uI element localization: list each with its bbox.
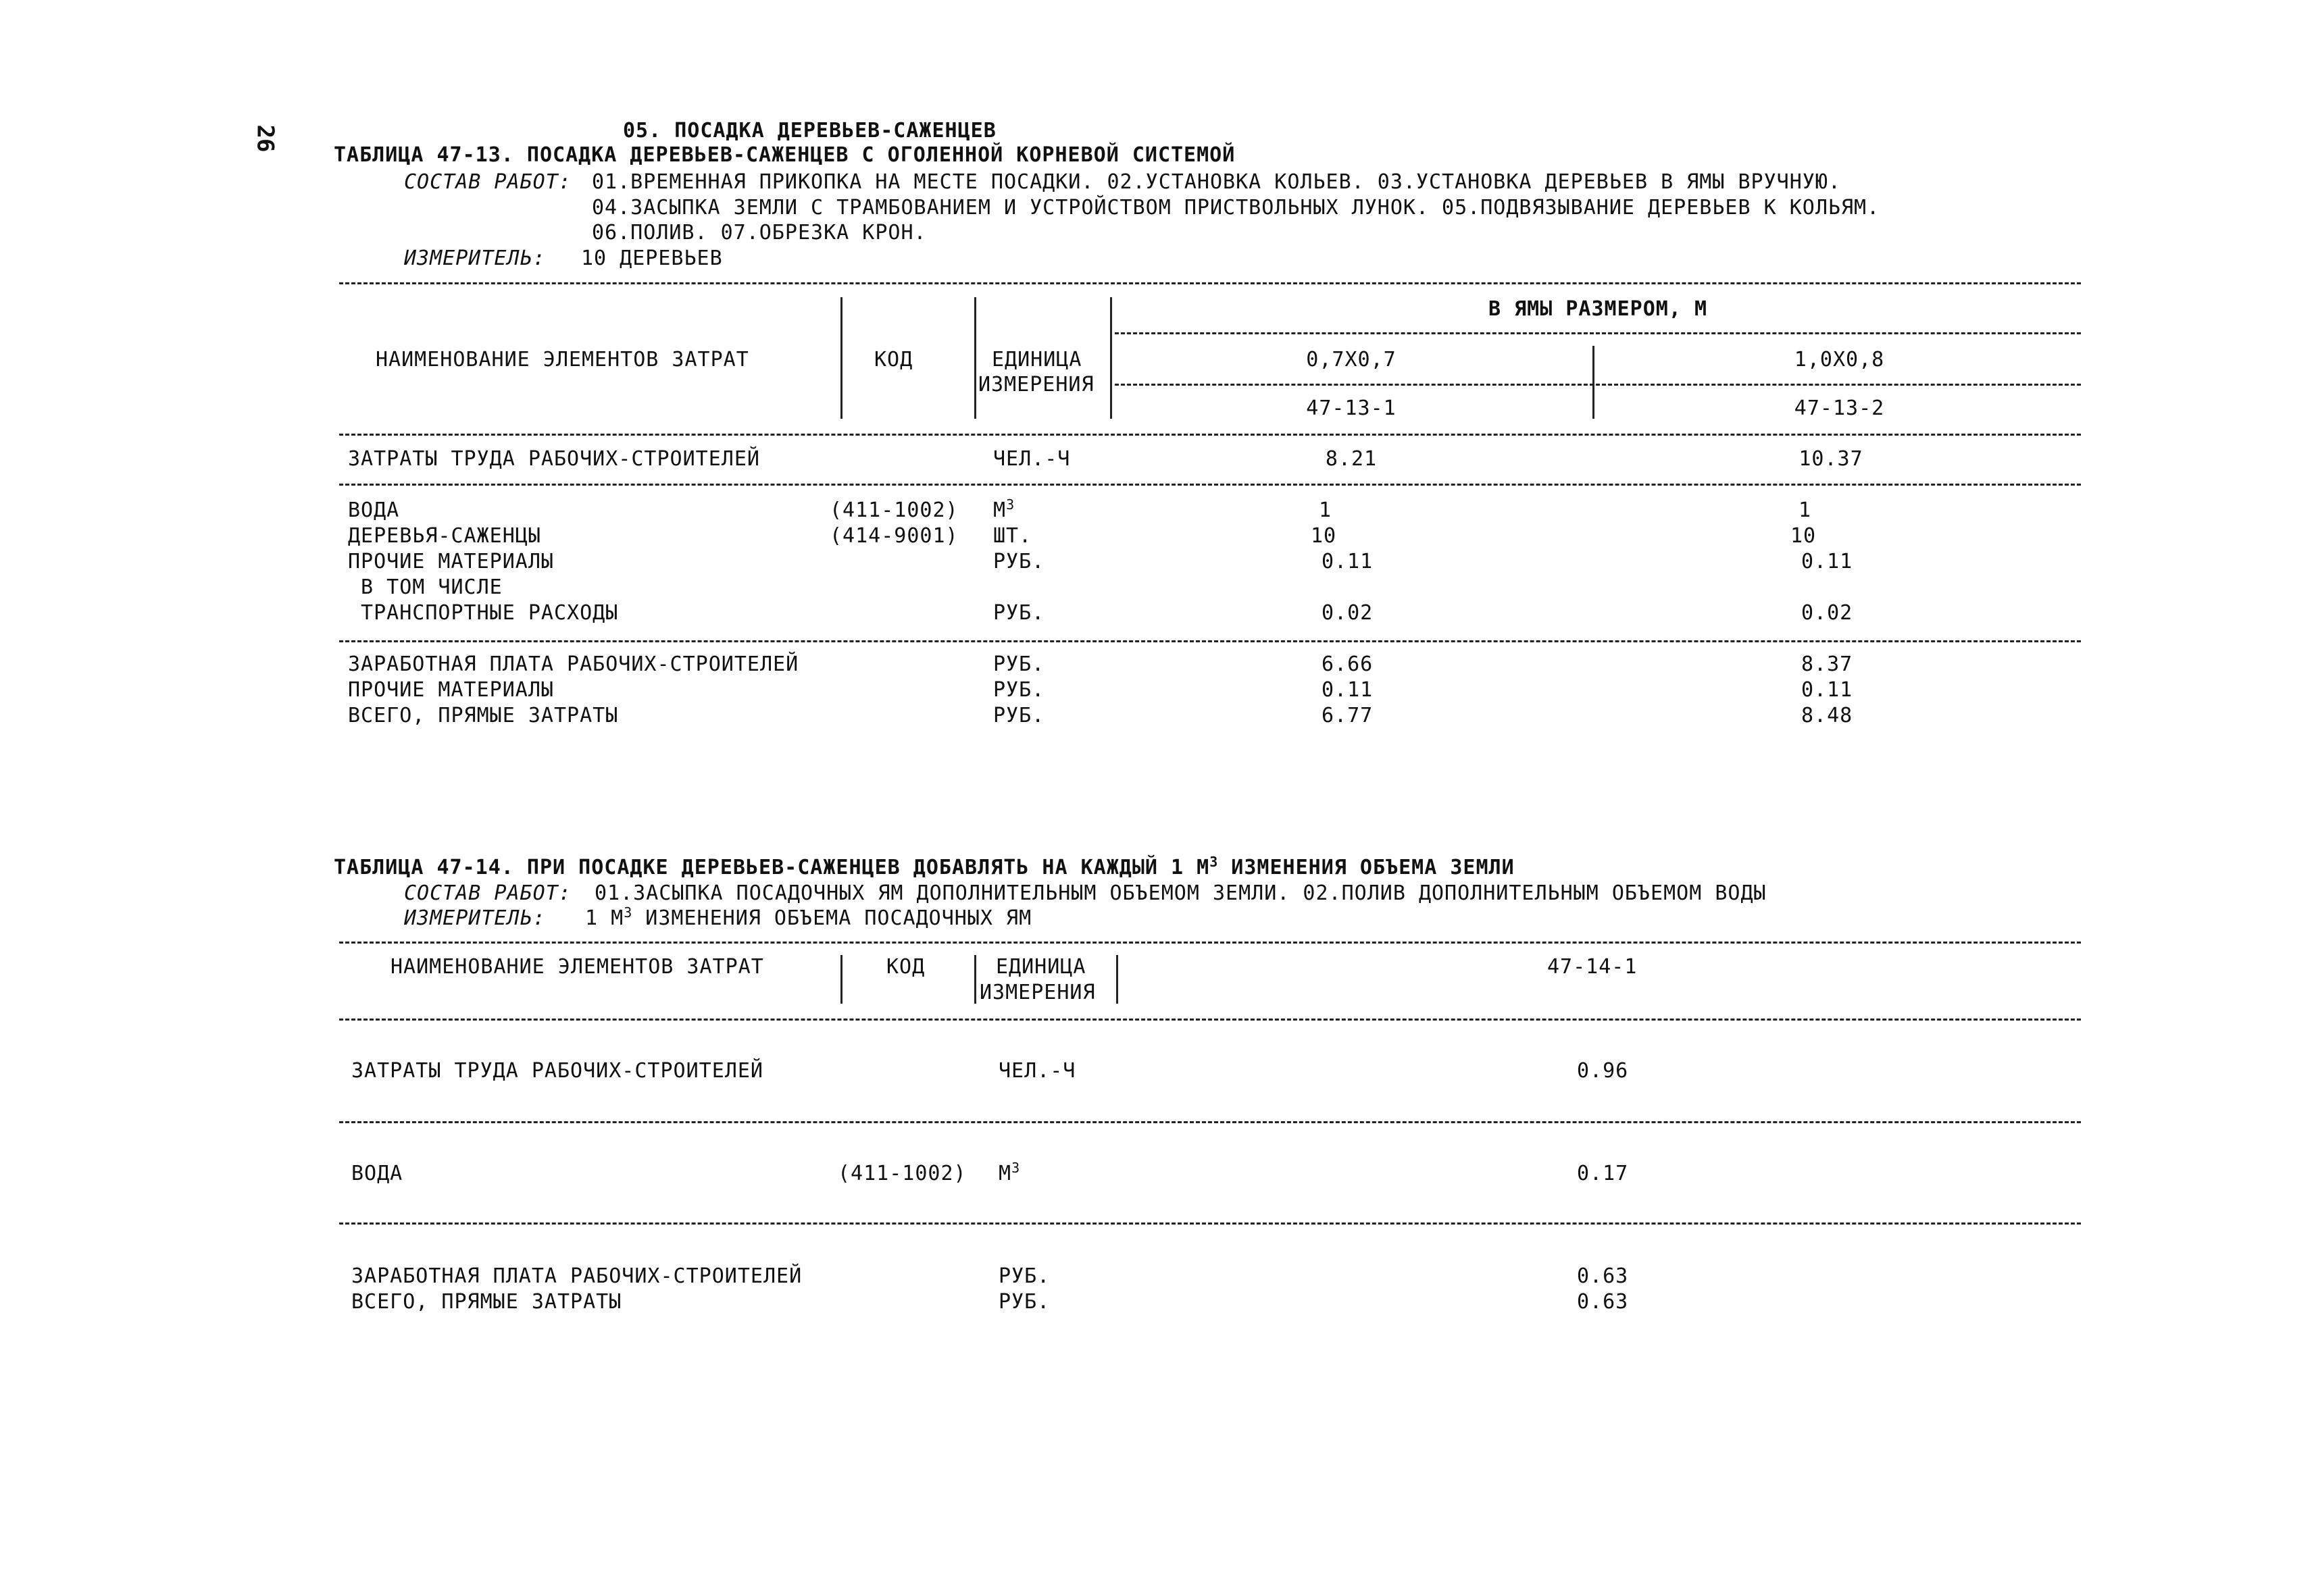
table1-measure-label: ИЗМЕРИТЕЛЬ: bbox=[404, 247, 546, 270]
table1-header-code-a: 47-13-1 bbox=[1306, 396, 1397, 420]
table2-row-1-code: (411-1002) bbox=[838, 1162, 967, 1185]
table1-row-1-name: ВОДА bbox=[348, 498, 400, 522]
table1-title: ТАБЛИЦА 47-13. ПОСАДКА ДЕРЕВЬЕВ-САЖЕНЦЕВ С ОГОЛЕННОЙ КОРНЕВОЙ СИСТЕМОЙ bbox=[334, 143, 1236, 167]
table1-row-3-name: ПРОЧИЕ МАТЕРИАЛЫ bbox=[348, 550, 554, 573]
table2-row-3-name: ВСЕГО, ПРЯМЫЕ ЗАТРАТЫ bbox=[351, 1290, 622, 1314]
table1-header-group: В ЯМЫ РАЗМЕРОМ, М bbox=[1488, 297, 1708, 321]
table1-row-5-b: 0.02 bbox=[1801, 601, 1853, 625]
table1-row-6-name: ЗАРАБОТНАЯ ПЛАТА РАБОЧИХ-СТРОИТЕЛЕЙ bbox=[348, 652, 799, 676]
table1-header-code-b: 47-13-2 bbox=[1794, 396, 1885, 420]
table2-row-0-name: ЗАТРАТЫ ТРУДА РАБОЧИХ-СТРОИТЕЛЕЙ bbox=[351, 1059, 763, 1083]
table1-header-code: КОД bbox=[874, 348, 913, 371]
table1-row-7-unit: РУБ. bbox=[993, 678, 1045, 702]
table2-header-unit-1: ЕДИНИЦА bbox=[996, 955, 1086, 979]
table1-row-3-unit: РУБ. bbox=[993, 550, 1045, 573]
table1-row-2-name: ДЕРЕВЬЯ-САЖЕНЦЫ bbox=[348, 524, 541, 548]
table1-measure-value: 10 ДЕРЕВЬЕВ bbox=[581, 247, 723, 270]
table2-row-1-name: ВОДА bbox=[351, 1162, 403, 1185]
table1-row-8-a: 6.77 bbox=[1322, 704, 1374, 727]
table1-header-rule-1 bbox=[1115, 332, 2081, 334]
table2-work-line: 01.ЗАСЫПКА ПОСАДОЧНЫХ ЯМ ДОПОЛНИТЕЛЬНЫМ ОБЪЕМОМ ЗЕМЛИ. 02.ПОЛИВ ДОПОЛНИТЕЛЬНЫМ ОБЪЕМОМ ВОДЫ bbox=[595, 881, 1767, 905]
table1-work-label: СОСТАВ РАБОТ: bbox=[404, 170, 572, 194]
table1-row-1-unit: $М^3$ bbox=[993, 496, 1015, 522]
table1-row-1-code: (411-1002) bbox=[830, 498, 959, 522]
page-number: 26 bbox=[251, 124, 279, 153]
table1-row-8-name: ВСЕГО, ПРЯМЫЕ ЗАТРАТЫ bbox=[348, 704, 619, 727]
section-title: 05. ПОСАДКА ДЕРЕВЬЕВ-САЖЕНЦЕВ bbox=[623, 119, 997, 143]
table1-col-sep-2 bbox=[974, 297, 976, 419]
table1-row-2-b: 10 bbox=[1790, 524, 1817, 548]
table1-row-4-name: В ТОМ ЧИСЛЕ bbox=[348, 575, 503, 599]
table1-row-0-a: 8.21 bbox=[1325, 447, 1378, 471]
table1-row-2-a: 10 bbox=[1311, 524, 1337, 548]
table1-row-0-name: ЗАТРАТЫ ТРУДА РАБОЧИХ-СТРОИТЕЛЕЙ bbox=[348, 447, 760, 471]
table2-row-3-unit: РУБ. bbox=[999, 1290, 1051, 1314]
table1-row-3-b: 0.11 bbox=[1801, 550, 1853, 573]
table2-row-2-value: 0.63 bbox=[1577, 1264, 1629, 1288]
table2-header-code: КОД bbox=[886, 955, 926, 979]
table1-row-3-a: 0.11 bbox=[1322, 550, 1374, 573]
table1-row-1-a: 1 bbox=[1319, 498, 1332, 522]
table1-row-6-unit: РУБ. bbox=[993, 652, 1045, 676]
table2-rule-3 bbox=[339, 1222, 2081, 1225]
table1-row-2-unit: ШТ. bbox=[993, 524, 1032, 548]
table2-header-bottom-rule bbox=[339, 1019, 2081, 1021]
table1-row-5-unit: РУБ. bbox=[993, 601, 1045, 625]
table2-rule-2 bbox=[339, 1121, 2081, 1123]
table1-col-sep-4 bbox=[1592, 346, 1594, 419]
table2-measure-value: 1 $М^3$ ИЗМЕНЕНИЯ ОБЪЕМА ПОСАДОЧНЫХ ЯМ bbox=[585, 904, 1032, 930]
table1-header-unit-1: ЕДИНИЦА bbox=[992, 348, 1082, 371]
table1-header-unit-2: ИЗМЕРЕНИЯ bbox=[978, 373, 1095, 396]
table1-row-1-b: 1 bbox=[1799, 498, 1812, 522]
table1-work-line-2: 04.ЗАСЫПКА ЗЕМЛИ С ТРАМБОВАНИЕМ И УСТРОЙСТВОМ ПРИСТВОЛЬНЫХ ЛУНОК. 05.ПОДВЯЗЫВАНИЕ ДЕРЕВЬЕВ К КОЛЬЯМ. bbox=[592, 196, 1880, 220]
table1-row-6-a: 6.66 bbox=[1322, 652, 1374, 676]
table1-rule-3 bbox=[339, 640, 2081, 642]
table1-row-5-name: ТРАНСПОРТНЫЕ РАСХОДЫ bbox=[348, 601, 619, 625]
table2-header-col: 47-14-1 bbox=[1547, 955, 1638, 979]
table1-rule-2 bbox=[339, 484, 2081, 486]
table1-header-name: НАИМЕНОВАНИЕ ЭЛЕМЕНТОВ ЗАТРАТ bbox=[376, 348, 749, 371]
table1-col-sep-1 bbox=[840, 297, 842, 419]
table1-header-size-a: 0,7X0,7 bbox=[1306, 348, 1397, 371]
table2-row-3-value: 0.63 bbox=[1577, 1290, 1629, 1314]
table2-header-name: НАИМЕНОВАНИЕ ЭЛЕМЕНТОВ ЗАТРАТ bbox=[391, 955, 764, 979]
table2-col-sep-2 bbox=[974, 955, 976, 1004]
table1-row-8-unit: РУБ. bbox=[993, 704, 1045, 727]
table2-row-2-name: ЗАРАБОТНАЯ ПЛАТА РАБОЧИХ-СТРОИТЕЛЕЙ bbox=[351, 1264, 803, 1288]
table1-col-sep-3 bbox=[1110, 297, 1112, 419]
table1-row-7-b: 0.11 bbox=[1801, 678, 1853, 702]
table1-row-6-b: 8.37 bbox=[1801, 652, 1853, 676]
table1-work-line-1: 01.ВРЕМЕННАЯ ПРИКОПКА НА МЕСТЕ ПОСАДКИ. 02.УСТАНОВКА КОЛЬЕВ. 03.УСТАНОВКА ДЕРЕВЬЕВ В ЯМЫ ВРУЧНУЮ. bbox=[592, 170, 1841, 194]
table2-col-sep-1 bbox=[840, 955, 842, 1004]
table1-header-bottom-rule bbox=[339, 434, 2081, 436]
table1-row-8-b: 8.48 bbox=[1801, 704, 1853, 727]
table1-work-line-3: 06.ПОЛИВ. 07.ОБРЕЗКА КРОН. bbox=[592, 221, 927, 244]
table1-row-5-a: 0.02 bbox=[1322, 601, 1374, 625]
table2-header-unit-2: ИЗМЕРЕНИЯ bbox=[980, 981, 1096, 1004]
table1-row-7-a: 0.11 bbox=[1322, 678, 1374, 702]
table1-row-2-code: (414-9001) bbox=[830, 524, 959, 548]
table2-row-0-value: 0.96 bbox=[1577, 1059, 1629, 1083]
table2-measure-label: ИЗМЕРИТЕЛЬ: bbox=[404, 906, 546, 930]
table1-row-7-name: ПРОЧИЕ МАТЕРИАЛЫ bbox=[348, 678, 554, 702]
table2-title: ТАБЛИЦА 47-14. ПРИ ПОСАДКЕ ДЕРЕВЬЕВ-САЖЕНЦЕВ ДОБАВЛЯТЬ НА КАЖДЫЙ 1 $М^3$ ИЗМЕНЕНИЯ ОБЪЕМА ЗЕМЛИ bbox=[334, 854, 1515, 879]
table1-header-size-b: 1,0X0,8 bbox=[1794, 348, 1885, 371]
table2-row-2-unit: РУБ. bbox=[999, 1264, 1051, 1288]
table2-col-sep-3 bbox=[1116, 955, 1118, 1004]
table2-row-1-value: 0.17 bbox=[1577, 1162, 1629, 1185]
table1-header-rule-2 bbox=[1115, 384, 2081, 386]
table2-row-0-unit: ЧЕЛ.-Ч bbox=[999, 1059, 1076, 1083]
table1-row-0-b: 10.37 bbox=[1799, 447, 1863, 471]
table1-top-rule bbox=[339, 282, 2081, 284]
table2-top-rule bbox=[339, 942, 2081, 944]
table2-work-label: СОСТАВ РАБОТ: bbox=[404, 881, 572, 905]
table2-row-1-unit: $М^3$ bbox=[999, 1160, 1021, 1185]
table1-row-0-unit: ЧЕЛ.-Ч bbox=[993, 447, 1071, 471]
